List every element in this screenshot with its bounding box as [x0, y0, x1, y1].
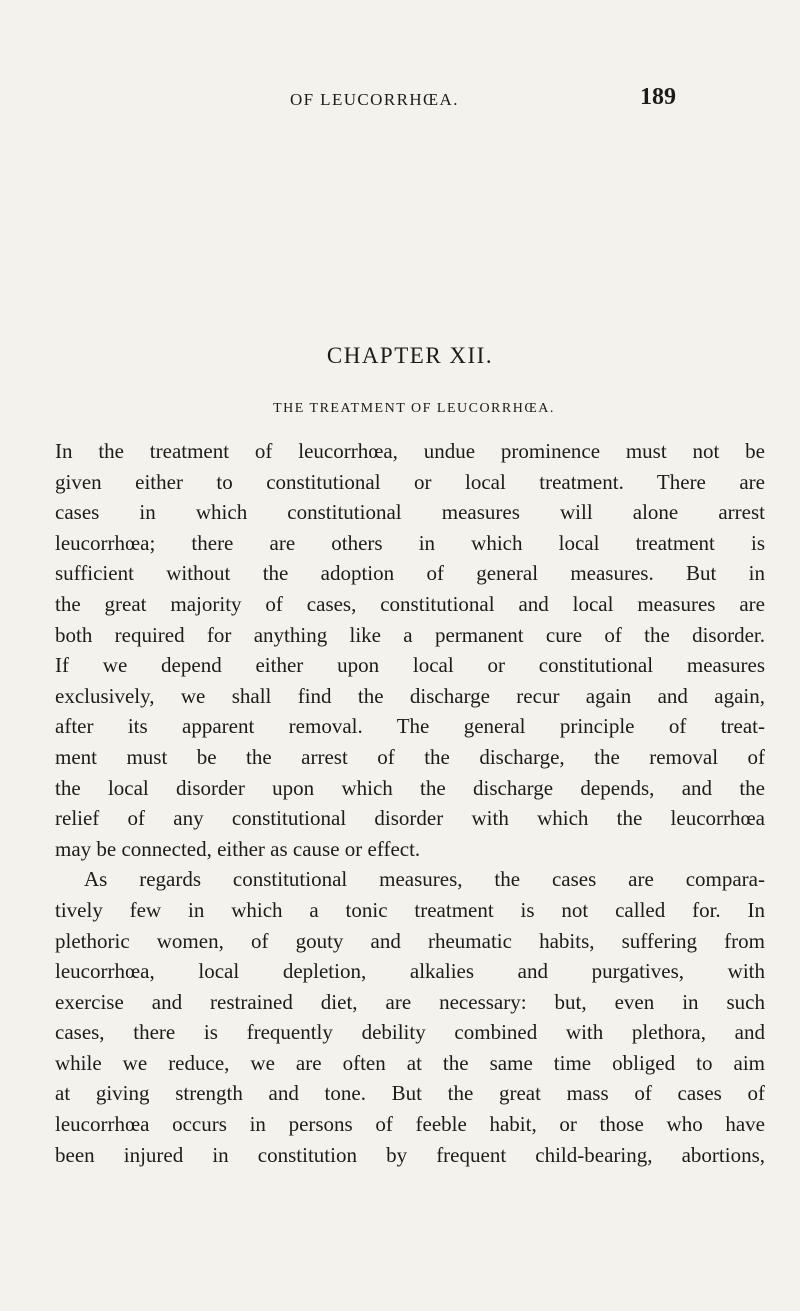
running-head: [0, 84, 800, 114]
text-line: exclusively, we shall find the discharge recur again and again,: [55, 683, 765, 708]
text-line: sufficient without the adoption of general measures. But in: [55, 561, 765, 586]
text-line: tively few in which a tonic treatment is not called for. In: [55, 897, 765, 922]
running-title: OF LEUCORRHŒA.: [290, 90, 459, 109]
body-text: [55, 436, 765, 1170]
chapter-subtitle: THE TREATMENT OF LEUCORRHŒA.: [273, 401, 555, 416]
text-line: been injured in constitution by frequent child-bearing, abortions,: [55, 1142, 765, 1167]
text-line: leucorrhœa occurs in persons of feeble habit, or those who have: [55, 1112, 765, 1137]
text-line: As regards constitutional measures, the cases are compara-: [84, 867, 765, 892]
text-line: the great majority of cases, constitutional and local measures are: [55, 591, 765, 616]
text-line: leucorrhœa, local depletion, alkalies and purgatives, with: [55, 959, 765, 984]
text-line: the local disorder upon which the discharge depends, and the: [55, 775, 765, 800]
text-line: In the treatment of leucorrhœa, undue prominence must not be: [55, 439, 765, 463]
text-line: both required for anything like a permanent cure of the disorder.: [55, 622, 765, 647]
text-line: leucorrhœa; there are others in which local treatment is: [55, 530, 765, 555]
text-line: given either to constitutional or local treatment. There are: [55, 469, 765, 494]
text-line: exercise and restrained diet, are necessary: but, even in such: [55, 989, 765, 1014]
text-line: cases in which constitutional measures will alone arrest: [55, 500, 765, 525]
text-line: If we depend either upon local or constitutional measures: [55, 653, 765, 678]
text-line: ment must be the arrest of the discharge, the removal of: [55, 744, 765, 769]
chapter-title: CHAPTER XII.: [326, 343, 494, 368]
text-line: at giving strength and tone. But the great mass of cases of: [55, 1081, 765, 1106]
text-line: after its apparent removal. The general principle of treat-: [55, 714, 765, 739]
text-line: relief of any constitutional disorder with which the leucorrhœa: [55, 806, 765, 831]
text-line: cases, there is frequently debility combined with plethora, and: [55, 1020, 765, 1045]
page-number: 189: [640, 84, 676, 110]
text-line: may be connected, either as cause or effect.: [55, 836, 421, 861]
text-line: plethoric women, of gouty and rheumatic habits, suffering from: [55, 928, 765, 953]
text-line: while we reduce, we are often at the same time obliged to aim: [55, 1050, 765, 1075]
